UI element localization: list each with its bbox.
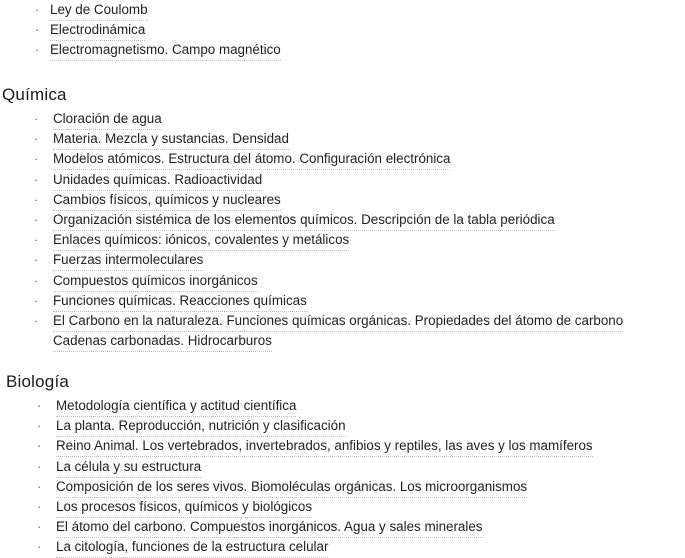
list-item-text: La citología, funciones de la estructura celular [56, 537, 328, 558]
bullet-icon: · [34, 171, 39, 187]
list-item [0, 271, 685, 291]
list-item-text: Reino Animal. Los vertebrados, invertebrados, anfibios y reptiles, las aves y los mamíferos [56, 436, 593, 457]
list-item [0, 250, 685, 270]
list-item [0, 436, 685, 456]
bullet-icon: · [37, 498, 42, 514]
list-item [0, 230, 685, 250]
list-item-text: Metodología científica y actitud científica [56, 396, 296, 417]
bullet-icon: · [35, 42, 40, 58]
list-item-text: Modelos atómicos. Estructura del átomo. Configuración electrónica [53, 149, 450, 170]
bullet-icon: · [34, 312, 39, 328]
bullet-icon: · [34, 292, 39, 308]
bullet-icon: · [34, 232, 39, 248]
bullet-icon: · [34, 131, 39, 147]
list-item [0, 477, 685, 497]
list-item [0, 109, 685, 129]
list-item [0, 190, 685, 210]
list-item [0, 0, 685, 20]
list-item [0, 396, 685, 416]
list-item-text: Funciones químicas. Reacciones químicas [53, 291, 307, 312]
list-item [0, 129, 685, 149]
list-item-text: Ley de Coulomb [50, 0, 148, 21]
list-item [0, 40, 685, 60]
list-item-text: Electromagnetismo. Campo magnético [50, 40, 281, 61]
bullet-icon: · [34, 211, 39, 227]
list-item-text: El átomo del carbono. Compuestos inorgánicos. Agua y sales minerales [56, 517, 483, 538]
list-item [0, 497, 685, 517]
bullet-icon: · [34, 191, 39, 207]
list-item [0, 210, 685, 230]
bullet-icon: · [37, 458, 42, 474]
list-item-text: Cambios físicos, químicos y nucleares [53, 190, 281, 211]
list-item-text: Compuestos químicos inorgánicos [53, 271, 258, 292]
bullet-icon: · [34, 151, 39, 167]
list-item [0, 149, 685, 169]
list-item [0, 311, 685, 351]
list-item [0, 416, 685, 436]
bullet-icon: · [37, 438, 42, 454]
list-item-text: Cloración de agua [53, 109, 162, 130]
bullet-icon: · [35, 2, 40, 17]
list-item-text: El Carbono en la naturaleza. Funciones químicas orgánicas. Propiedades del átomo de carbono [53, 311, 623, 332]
list-item-text: Organización sistémica de los elementos químicos. Descripción de la tabla periódica [53, 210, 555, 231]
section-heading: Biología [6, 372, 70, 391]
list-item-text: Fuerzas intermoleculares [53, 250, 203, 271]
list-item-text: La planta. Reproducción, nutrición y clasificación [56, 416, 346, 437]
bullet-icon: · [35, 22, 40, 38]
list-item [0, 537, 685, 557]
bullet-icon: · [37, 519, 42, 535]
topic-list-fisica [0, 0, 685, 61]
list-item-text: Unidades químicas. Radioactividad [53, 170, 262, 191]
bullet-icon: · [37, 418, 42, 434]
list-item [0, 20, 685, 40]
topic-list-biologia [0, 396, 685, 558]
list-item [0, 291, 685, 311]
list-item-text: Enlaces químicos: iónicos, covalentes y metálicos [53, 230, 349, 251]
list-item [0, 517, 685, 537]
bullet-icon: · [37, 539, 42, 555]
bullet-icon: · [34, 272, 39, 288]
list-item [0, 170, 685, 190]
bullet-icon: · [37, 398, 42, 413]
list-item-text: Materia. Mezcla y sustancias. Densidad [53, 129, 289, 150]
list-item-text: Electrodinámica [50, 20, 145, 41]
bullet-icon: · [37, 478, 42, 494]
list-item-text: Composición de los seres vivos. Biomoléculas orgánicas. Los microorganismos [56, 477, 527, 498]
list-item [0, 457, 685, 477]
list-item-text: La célula y su estructura [56, 457, 201, 478]
list-item-text-continuation: Cadenas carbonadas. Hidrocarburos [53, 331, 272, 352]
bullet-icon: · [34, 252, 39, 268]
bullet-icon: · [34, 111, 39, 126]
list-item-text: Los procesos físicos, químicos y biológicos [56, 497, 312, 518]
section-heading: Química [2, 85, 67, 104]
topic-list-quimica [0, 109, 685, 351]
